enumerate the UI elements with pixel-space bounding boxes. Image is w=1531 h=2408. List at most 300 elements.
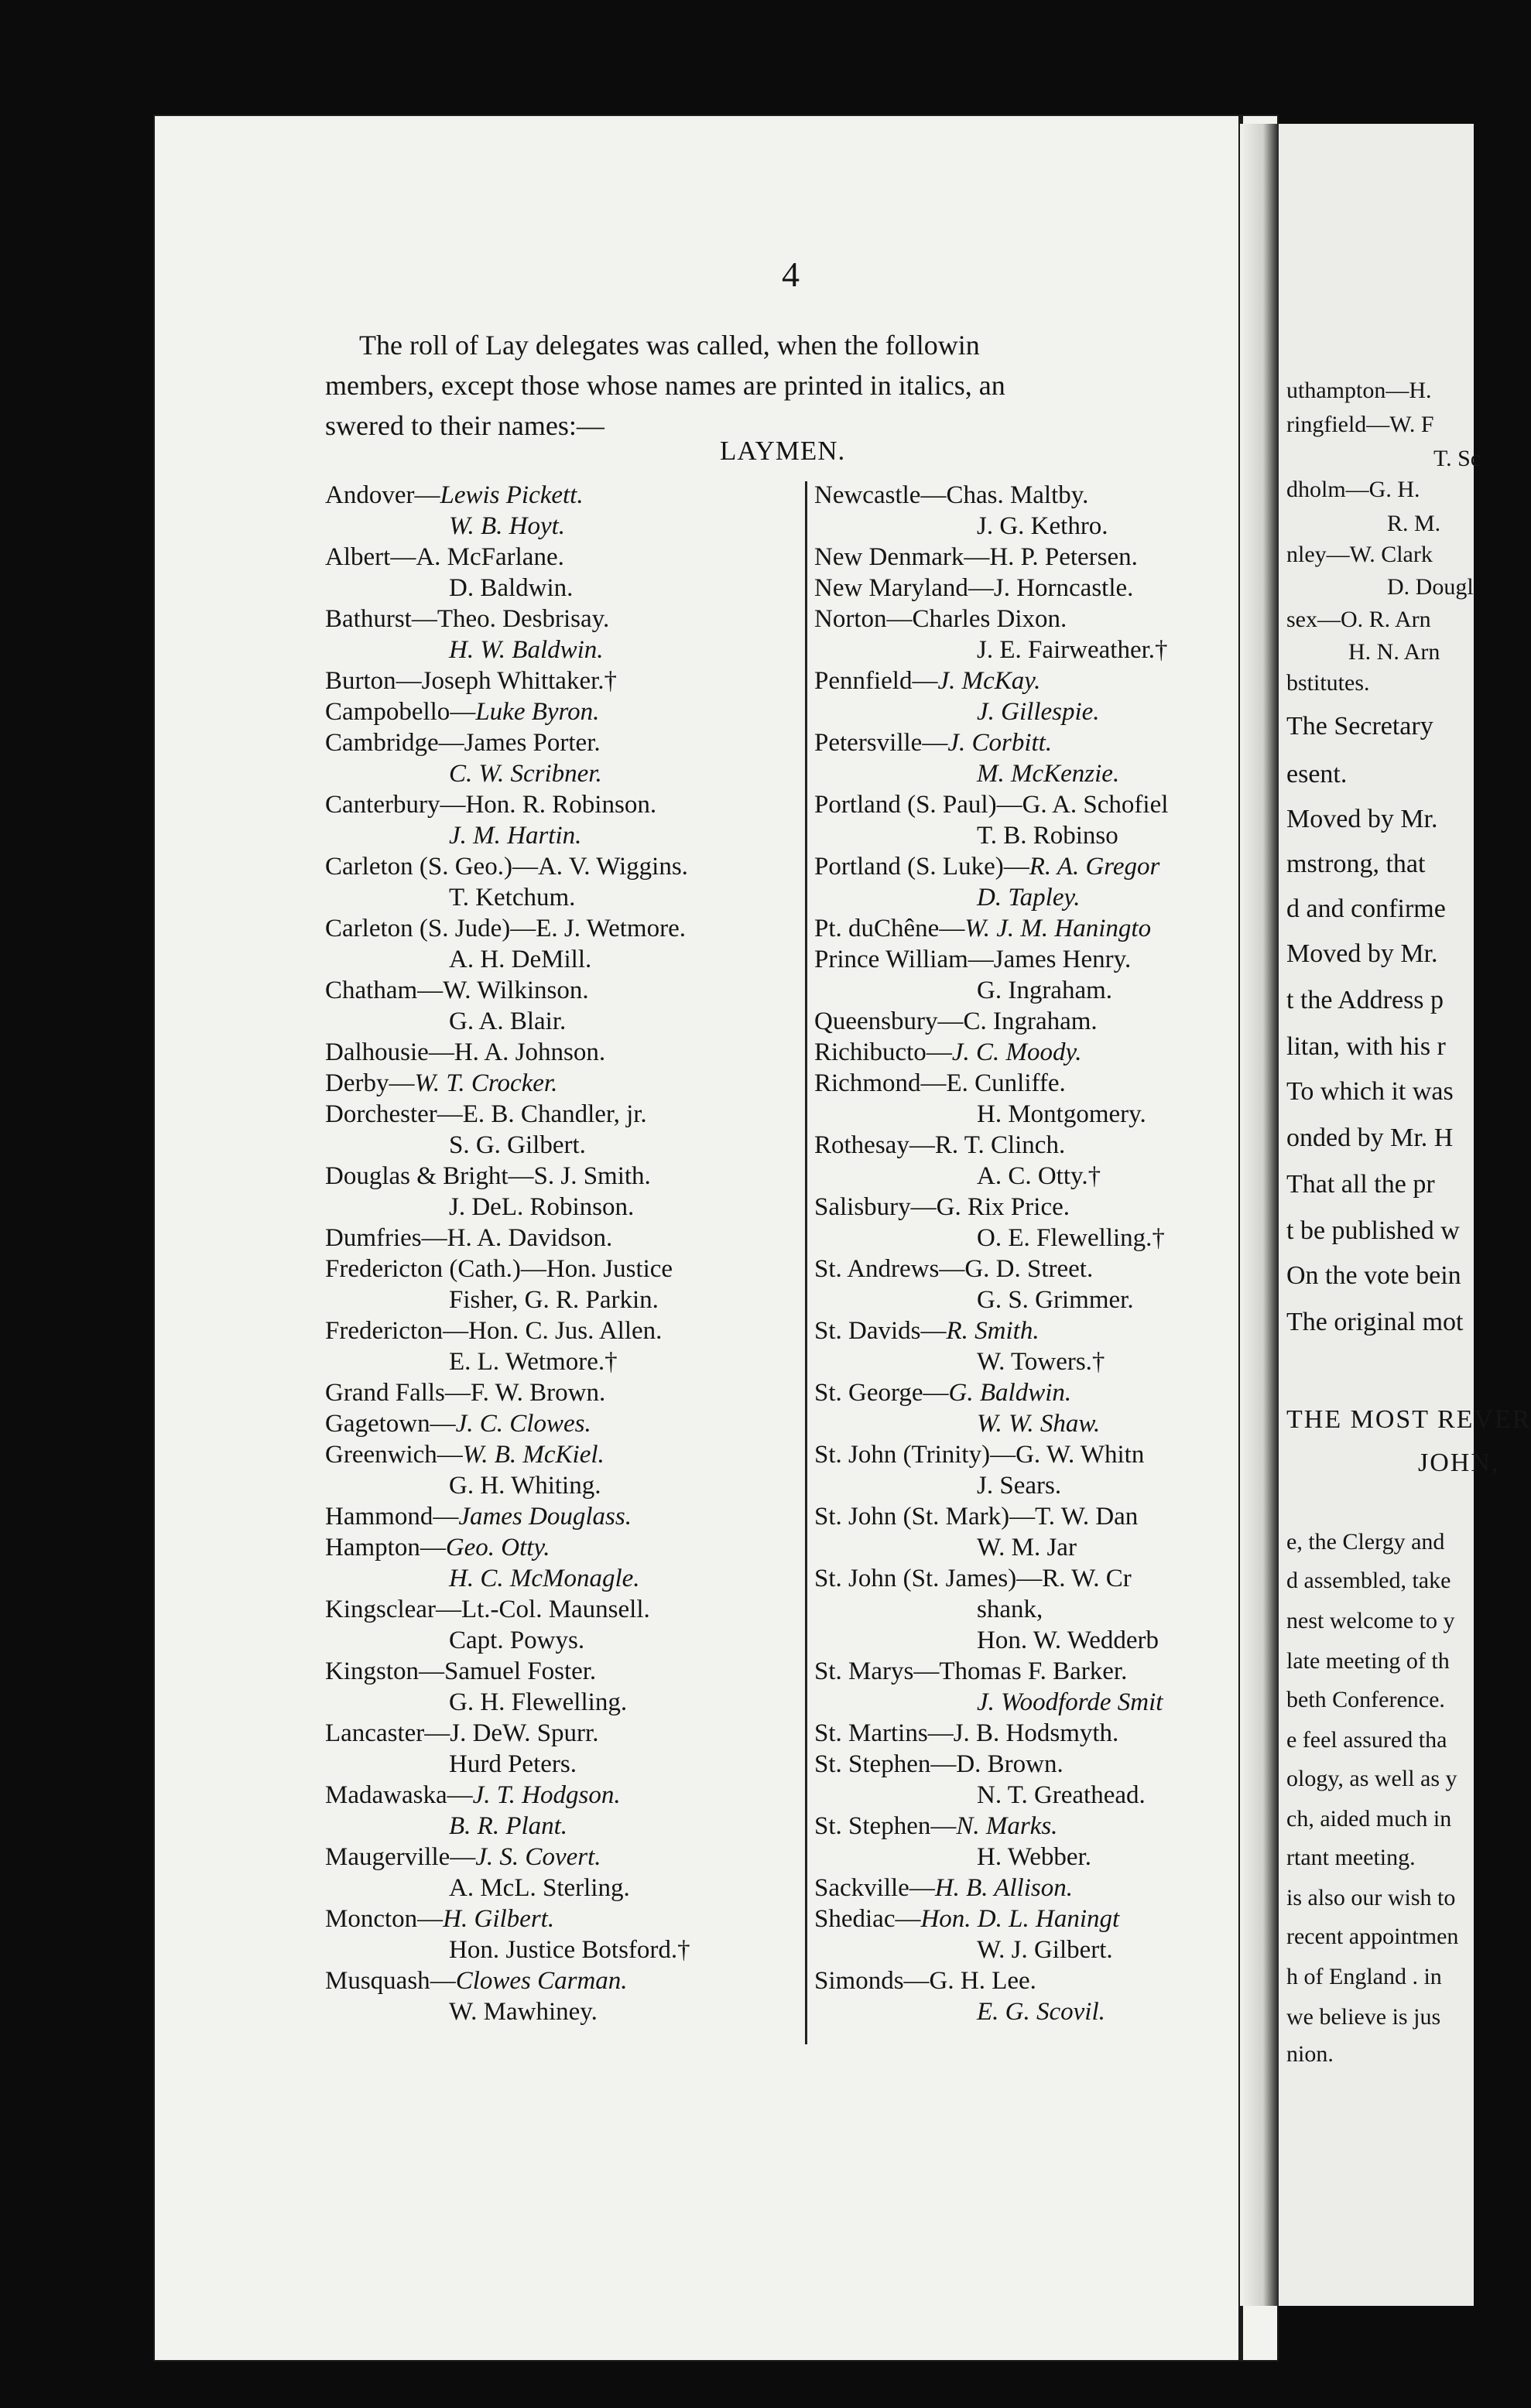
entry-first-line: St. George—G. Baldwin. [814,1379,1072,1407]
entry-first-line: Pennfield—J. McKay. [814,667,1041,695]
entry-first-line: Salisbury—G. Rix Price. [814,1193,1070,1221]
entry-first-line: Greenwich—W. B. McKiel. [325,1441,605,1469]
entry-first-line: Lancaster—J. DeW. Spurr. [325,1719,599,1747]
facing-page-line: THE MOST REVER [1286,1405,1531,1434]
entry-first-line: Burton—Joseph Whittaker.† [325,667,618,695]
parish-name: Lancaster [325,1719,425,1747]
entry-first-line: St. Stephen—N. Marks. [814,1812,1058,1840]
entry-first-line: St. Martins—J. B. Hodsmyth. [814,1719,1119,1747]
entry-first-line: Canterbury—Hon. R. Robinson. [325,791,657,819]
parish-name: Dalhousie [325,1038,429,1066]
entry-first-line: Albert—A. McFarlane. [325,543,564,571]
parish-name: Kingston [325,1657,420,1685]
entry-first-line: Dumfries—H. A. Davidson. [325,1224,613,1252]
parish-name: St. Davids [814,1317,921,1345]
delegate-entry [325,604,805,665]
delegate-name: Theo. Desbrisay. [437,605,610,633]
delegate-entry [325,727,805,789]
facing-page-line: Moved by Mr. [1286,805,1438,833]
delegate-entry [325,1037,805,1068]
delegate-name: A. McL. Sterling. [449,1874,630,1902]
delegate-name: R. Smith. [946,1317,1040,1345]
delegate-name: W. Towers.† [977,1348,1105,1376]
delegate-entry [325,1377,805,1408]
parish-name: Greenwich [325,1441,437,1469]
entry-first-line: Grand Falls—F. W. Brown. [325,1379,606,1407]
parish-name: Madawaska [325,1781,447,1809]
parish-name: Gagetown [325,1410,430,1438]
delegate-name: N. T. Greathead. [977,1781,1146,1809]
entry-first-line: Newcastle—Chas. Maltby. [814,481,1089,509]
entry-first-line: Hammond—James Douglass. [325,1503,632,1531]
parish-name: Petersville [814,729,923,757]
delegate-entry [814,480,1248,542]
delegate-name: W. Mawhiney. [449,1998,598,2026]
page-number: 4 [782,255,800,294]
delegate-name: M. McKenzie. [977,760,1120,788]
delegate-name: D. Baldwin. [449,574,574,602]
delegate-name: B. R. Plant. [449,1812,568,1840]
delegate-entry [814,1501,1248,1563]
delegate-entry [814,944,1248,1006]
delegate-entry [325,542,805,604]
entry-first-line: Shediac—Hon. D. L. Haningt [814,1905,1120,1933]
parish-name: Maugerville [325,1843,450,1871]
entry-first-line: Maugerville—J. S. Covert. [325,1843,601,1871]
delegate-name: J. McKay. [937,667,1041,695]
delegate-name: G. H. Lee. [929,1967,1036,1995]
delegate-name: James Henry. [993,946,1132,973]
parish-name: Cambridge [325,729,439,757]
parish-name: St. John (Trinity) [814,1441,991,1469]
entry-first-line: Carleton (S. Geo.)—A. V. Wiggins. [325,853,688,881]
delegate-entry [814,1749,1248,1811]
entry-first-line: Douglas & Bright—S. J. Smith. [325,1162,651,1190]
parish-name: Hammond [325,1503,433,1531]
parish-name: Richmond [814,1069,921,1097]
parish-name: Douglas & Bright [325,1162,509,1190]
delegate-name: O. E. Flewelling.† [977,1224,1165,1252]
facing-page-line: we believe is jus [1286,2004,1441,2030]
facing-page-line: To which it was [1286,1077,1454,1106]
parish-name: St. John (St. Mark) [814,1503,1010,1531]
entry-first-line: St. John (St. Mark)—T. W. Dan [814,1503,1139,1531]
entry-first-line: Gagetown—J. C. Clowes. [325,1410,591,1438]
delegate-entry [814,542,1248,573]
delegate-name: E. B. Chandler, jr. [462,1100,647,1128]
delegate-name: Hon. Justice Botsford.† [449,1936,690,1964]
delegate-name: G. A. Schofiel [1022,791,1169,819]
intro-line: The roll of Lay delegates was called, when the followin [359,330,980,361]
delegate-name: W. T. Crocker. [414,1069,558,1097]
delegate-name: R. W. Cr [1042,1565,1132,1592]
entry-first-line: Rothesay—R. T. Clinch. [814,1131,1066,1159]
entry-first-line: Kingsclear—Lt.-Col. Maunsell. [325,1596,650,1623]
parish-name: New Maryland [814,574,968,602]
facing-page-line: JOHN, [1418,1449,1500,1477]
delegate-name: H. P. Petersen. [989,543,1138,571]
right-delegate-column [814,480,1248,2027]
parish-name: Grand Falls [325,1379,445,1407]
facing-page-line: D. Dougl [1387,574,1474,600]
delegate-entry [325,1439,805,1501]
parish-name: Fredericton (Cath.) [325,1255,521,1283]
intro-paragraph [325,325,1254,446]
delegate-entry [814,1965,1248,2027]
parish-name: Hampton [325,1534,420,1561]
entry-first-line: New Maryland—J. Horncastle. [814,574,1134,602]
parish-name: Fredericton [325,1317,444,1345]
parish-name: Sackville [814,1874,909,1902]
delegate-entry [814,1130,1248,1192]
parish-name: Richibucto [814,1038,926,1066]
delegate-name: J. Corbitt. [947,729,1053,757]
entry-first-line: St. Stephen—D. Brown. [814,1750,1063,1778]
facing-page-line: That all the pr [1286,1170,1435,1199]
entry-first-line: Prince William—James Henry. [814,946,1132,973]
delegate-entry [814,851,1248,913]
facing-page-line: recent appointmen [1286,1924,1459,1949]
delegate-name: J. M. Hartin. [449,822,582,850]
delegate-name: Fisher, G. R. Parkin. [449,1286,659,1314]
delegate-entry [325,1099,805,1161]
delegate-name: J. DeL. Robinson. [449,1193,635,1221]
delegate-entry [325,1254,805,1315]
entry-first-line: Dorchester—E. B. Chandler, jr. [325,1100,647,1128]
facing-page-line: R. M. [1387,511,1441,536]
delegate-name: G. H. Whiting. [449,1472,601,1500]
delegate-name: H. Webber. [977,1843,1091,1871]
entry-first-line: Richmond—E. Cunliffe. [814,1069,1066,1097]
delegate-name: T. B. Robinso [977,822,1118,850]
delegate-name: W. M. Jar [977,1534,1077,1561]
facing-page-line: The Secretary [1286,712,1433,741]
delegate-name: J. T. Hodgson. [472,1781,621,1809]
parish-name: St. Andrews [814,1255,940,1283]
delegate-entry [325,1656,805,1718]
delegate-entry [325,1532,805,1594]
parish-name: Campobello [325,698,450,726]
delegate-name: G. Ingraham. [977,977,1113,1004]
parish-name: Canterbury [325,791,440,819]
facing-page-line: T. Sc [1433,446,1481,471]
delegate-name: Lewis Pickett. [440,481,584,509]
delegate-name: C. Ingraham. [963,1007,1098,1035]
facing-page-line: Moved by Mr. [1286,939,1438,968]
parish-name: St. Martins [814,1719,928,1747]
delegate-name: E. G. Scovil. [977,1998,1105,2026]
delegate-entry [325,665,805,696]
entry-first-line: Portland (S. Paul)—G. A. Schofiel [814,791,1169,819]
delegate-name: W. J. M. Haningto [964,915,1152,942]
delegate-entry [325,1842,805,1903]
intro-line: members, except those whose names are printed in italics, an [325,370,1005,401]
delegate-name: E. Cunliffe. [946,1069,1066,1097]
delegate-entry [814,1718,1248,1749]
parish-name: Portland (S. Paul) [814,791,997,819]
delegate-name: S. G. Gilbert. [449,1131,586,1159]
delegate-name: W. B. Hoyt. [449,512,566,540]
section-heading: LAYMEN. [720,436,846,466]
parish-name: Pt. duChêne [814,915,940,942]
delegate-name: A. H. DeMill. [449,946,592,973]
parish-name: Norton [814,605,887,633]
entry-first-line: Sackville—H. B. Allison. [814,1874,1073,1902]
entry-first-line: Fredericton (Cath.)—Hon. Justice [325,1255,673,1283]
delegate-name: T. Ketchum. [449,884,576,912]
delegate-entry [814,1563,1248,1656]
facing-page-line: bstitutes. [1286,670,1370,696]
delegate-entry [325,851,805,913]
entry-first-line: Portland (S. Luke)—R. A. Gregor [814,853,1160,881]
facing-page-line: t be published w [1286,1216,1460,1245]
delegate-name: Chas. Maltby. [946,481,1089,509]
delegate-name: G. D. Street. [964,1255,1094,1283]
delegate-name: H. A. Johnson. [454,1038,606,1066]
delegate-entry [325,1780,805,1842]
delegate-entry [325,480,805,542]
delegate-name: T. W. Dan [1035,1503,1139,1531]
delegate-name: Hon. W. Wedderb [977,1626,1159,1654]
delegate-name: G. Rix Price. [936,1193,1070,1221]
delegate-entry [325,1501,805,1532]
facing-page-line: H. N. Arn [1348,639,1440,665]
entry-first-line: St. Davids—R. Smith. [814,1317,1040,1345]
facing-page-line: h of England . in [1286,1964,1442,1989]
facing-page-line: dholm—G. H. [1286,477,1420,502]
parish-name: Simonds [814,1967,904,1995]
delegate-name: Hon. C. Jus. Allen. [468,1317,663,1345]
delegate-name: shank, [977,1596,1043,1623]
delegate-entry [325,1161,805,1223]
delegate-name: H. Gilbert. [443,1905,555,1933]
facing-page-line: onded by Mr. H [1286,1124,1454,1152]
entry-first-line: St. John (Trinity)—G. W. Whitn [814,1441,1145,1469]
delegate-name: H. W. Baldwin. [449,636,604,664]
delegate-entry [325,1594,805,1656]
column-divider [805,481,807,2044]
delegate-name: Geo. Otty. [445,1534,550,1561]
parish-name: Shediac [814,1905,896,1933]
delegate-name: C. W. Scribner. [449,760,602,788]
parish-name: Andover [325,481,415,509]
delegate-name: J. E. Fairweather.† [977,636,1168,664]
delegate-entry [814,665,1248,727]
facing-page-line: sex—O. R. Arn [1286,607,1431,632]
delegate-name: J. DeW. Spurr. [450,1719,599,1747]
facing-page-line: esent. [1286,760,1348,788]
entry-first-line: Hampton—Geo. Otty. [325,1534,550,1561]
delegate-name: A. V. Wiggins. [537,853,688,881]
left-delegate-column [325,480,805,2027]
parish-name: St. George [814,1379,923,1407]
delegate-entry [325,913,805,975]
delegate-name: H. Montgomery. [977,1100,1146,1128]
delegate-name: D. Brown. [956,1750,1063,1778]
delegate-name: Joseph Whittaker.† [421,667,618,695]
delegate-name: A. McFarlane. [416,543,564,571]
delegate-name: E. L. Wetmore.† [449,1348,618,1376]
parish-name: Derby [325,1069,389,1097]
parish-name: Rothesay [814,1131,909,1159]
delegate-entry [325,1068,805,1099]
parish-name: St. Marys [814,1657,914,1685]
parish-name: Carleton (S. Geo.) [325,853,512,881]
delegate-name: G. W. Whitn [1016,1441,1145,1469]
delegate-entry [814,573,1248,604]
parish-name: St. Stephen [814,1812,931,1840]
delegate-entry [814,1006,1248,1037]
delegate-entry [814,1873,1248,1903]
delegate-name: G. H. Flewelling. [449,1688,628,1716]
facing-page-line: ch, aided much in [1286,1806,1452,1832]
delegate-name: G. S. Grimmer. [977,1286,1134,1314]
facing-page-line: ology, as well as y [1286,1766,1457,1791]
facing-page-line: late meeting of th [1286,1648,1450,1674]
facing-page-line: d assembled, take [1286,1568,1451,1593]
delegate-name: J. Horncastle. [993,574,1134,602]
facing-page-line: ringfield—W. F [1286,412,1434,437]
delegate-entry [325,1223,805,1254]
delegate-name: G. Baldwin. [948,1379,1072,1407]
delegate-name: S. J. Smith. [533,1162,651,1190]
delegate-name: J. Sears. [977,1472,1062,1500]
parish-name: Chatham [325,977,418,1004]
entry-first-line: Bathurst—Theo. Desbrisay. [325,605,610,633]
entry-first-line: Fredericton—Hon. C. Jus. Allen. [325,1317,663,1345]
delegate-entry [814,1656,1248,1718]
entry-first-line: Richibucto—J. C. Moody. [814,1038,1082,1066]
delegate-entry [325,1903,805,1965]
delegate-name: Clowes Carman. [455,1967,628,1995]
delegate-name: J. G. Kethro. [977,512,1108,540]
delegate-name: W. W. Shaw. [977,1410,1101,1438]
delegate-entry [325,696,805,727]
parish-name: Burton [325,667,396,695]
facing-page-line: e feel assured tha [1286,1727,1447,1753]
facing-page-line: The original mot [1286,1308,1464,1336]
parish-name: St. Stephen [814,1750,931,1778]
facing-page-line: uthampton—H. [1286,378,1432,403]
delegate-entry [325,1718,805,1780]
facing-page-line: nest welcome to y [1286,1608,1455,1633]
delegate-entry [814,1903,1248,1965]
delegate-entry [814,1811,1248,1873]
facing-page [1279,124,1531,2306]
delegate-name: F. W. Brown. [470,1379,606,1407]
entry-first-line: Musquash—Clowes Carman. [325,1967,628,1995]
delegate-entry [325,789,805,851]
delegate-name: Luke Byron. [475,698,600,726]
delegate-name: N. Marks. [956,1812,1058,1840]
parish-name: Musquash [325,1967,430,1995]
parish-name: Dumfries [325,1224,422,1252]
delegate-entry [325,1408,805,1439]
delegate-name: H. A. Davidson. [447,1224,613,1252]
parish-name: Moncton [325,1905,418,1933]
facing-page-line: beth Conference. [1286,1687,1445,1712]
delegate-name: Hon. R. Robinson. [465,791,657,819]
entry-first-line: Dalhousie—H. A. Johnson. [325,1038,606,1066]
entry-first-line: Cambridge—James Porter. [325,729,601,757]
delegate-entry [325,1315,805,1377]
delegate-entry [325,1965,805,2027]
delegate-name: J. Woodforde Smit [977,1688,1163,1716]
entry-first-line: Moncton—H. Gilbert. [325,1905,555,1933]
delegate-entry [814,1439,1248,1501]
intro-line: swered to their names:— [325,410,605,441]
delegate-name: A. C. Otty.† [977,1162,1101,1190]
entry-first-line: Andover—Lewis Pickett. [325,481,584,509]
facing-page-line: On the vote bein [1286,1261,1461,1290]
parish-name: Portland (S. Luke) [814,853,1004,881]
delegate-name: Hon. Justice [546,1255,673,1283]
delegate-name: H. B. Allison. [934,1874,1073,1902]
parish-name: Albert [325,543,391,571]
delegate-name: J. B. Hodsmyth. [953,1719,1119,1747]
delegate-entry [814,913,1248,944]
delegate-name: H. C. McMonagle. [449,1565,640,1592]
delegate-entry [814,1192,1248,1254]
parish-name: Salisbury [814,1193,911,1221]
delegate-name: W. B. McKiel. [462,1441,605,1469]
facing-page-line: is also our wish to [1286,1885,1456,1910]
entry-first-line: Queensbury—C. Ingraham. [814,1007,1098,1035]
delegate-name: Lt.-Col. Maunsell. [461,1596,650,1623]
delegate-entry [814,789,1248,851]
delegate-name: D. Tapley. [977,884,1081,912]
delegate-entry [814,727,1248,789]
delegate-name: W. Wilkinson. [443,977,589,1004]
entry-first-line: Simonds—G. H. Lee. [814,1967,1036,1995]
delegate-name: R. T. Clinch. [934,1131,1066,1159]
facing-page-line: d and confirme [1286,894,1446,923]
parish-name: Prince William [814,946,968,973]
facing-page-line: nley—W. Clark [1286,542,1433,567]
parish-name: Carleton (S. Jude) [325,915,511,942]
parish-name: Pennfield [814,667,913,695]
delegate-name: J. C. Clowes. [455,1410,591,1438]
delegate-name: J. Gillespie. [977,698,1100,726]
parish-name: New Denmark [814,543,964,571]
delegate-name: Capt. Powys. [449,1626,585,1654]
delegate-entry [814,1037,1248,1068]
delegate-name: J. C. Moody. [951,1038,1082,1066]
facing-page-line: e, the Clergy and [1286,1529,1445,1555]
facing-page-line: rtant meeting. [1286,1845,1416,1870]
entry-first-line: Kingston—Samuel Foster. [325,1657,597,1685]
entry-first-line: New Denmark—H. P. Petersen. [814,543,1138,571]
facing-page-line: litan, with his r [1286,1032,1446,1061]
parish-name: Newcastle [814,481,921,509]
delegate-name: G. A. Blair. [449,1007,567,1035]
delegate-name: Hurd Peters. [449,1750,577,1778]
parish-name: Dorchester [325,1100,437,1128]
delegate-name: J. S. Covert. [475,1843,601,1871]
entry-first-line: St. Andrews—G. D. Street. [814,1255,1094,1283]
parish-name: Kingsclear [325,1596,436,1623]
delegate-name: Hon. D. L. Haningt [920,1905,1120,1933]
entry-first-line: Madawaska—J. T. Hodgson. [325,1781,621,1809]
entry-first-line: Pt. duChêne—W. J. M. Haningto [814,915,1152,942]
facing-page-line: nion. [1286,2041,1334,2067]
delegate-entry [814,1315,1248,1377]
entry-first-line: Petersville—J. Corbitt. [814,729,1053,757]
delegate-name: R. A. Gregor [1029,853,1160,881]
entry-first-line: Carleton (S. Jude)—E. J. Wetmore. [325,915,686,942]
delegate-name: Samuel Foster. [444,1657,597,1685]
delegate-name: Charles Dixon. [912,605,1067,633]
